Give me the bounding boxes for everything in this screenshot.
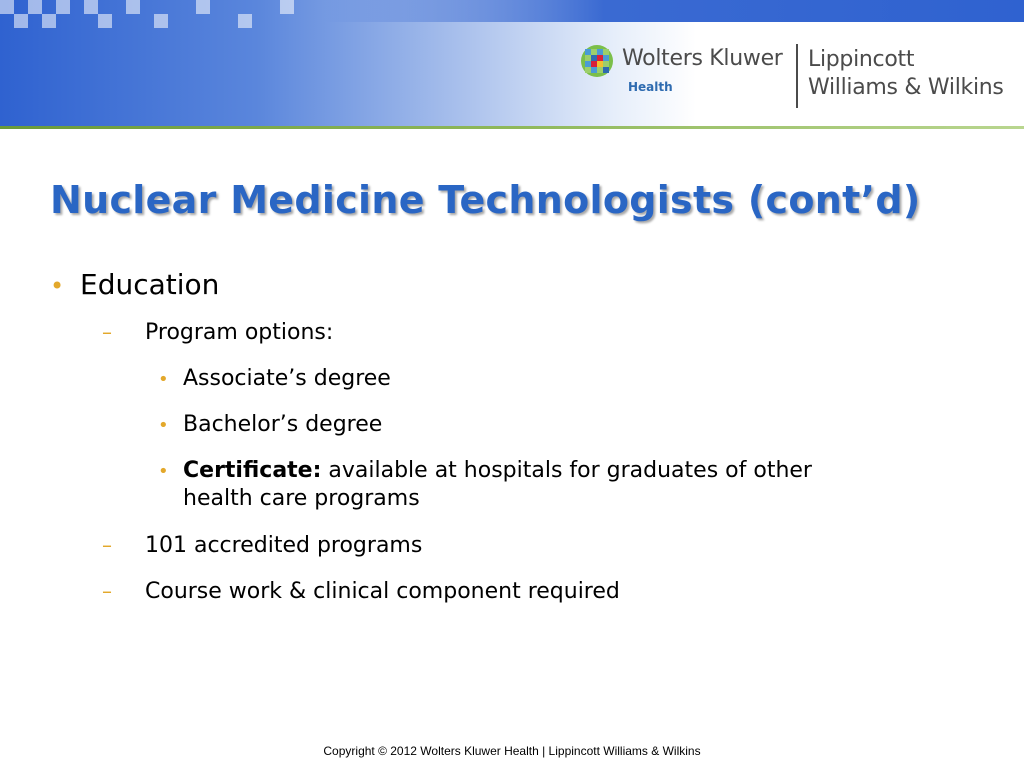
logo-sub-brand: Health (628, 80, 673, 94)
bullet-accredited: 101 accredited programs (145, 533, 423, 558)
dash-marker: – (102, 579, 112, 603)
header-divider-line (0, 126, 1024, 129)
bullet-associates: Associate’s degree (183, 366, 391, 391)
bullet-marker: • (50, 272, 65, 300)
logo-divider (796, 44, 798, 108)
bullet-marker: • (158, 415, 169, 436)
certificate-text-line2: health care programs (183, 486, 420, 511)
header-tile-pattern (0, 0, 1024, 28)
bullet-marker: • (158, 369, 169, 390)
bullet-education: Education (80, 268, 220, 301)
bullet-marker: • (158, 461, 169, 482)
logo-partner-line2: Williams & Wilkins (808, 75, 1004, 100)
slide-header-band (0, 0, 1024, 128)
bullet-certificate (183, 458, 812, 483)
logo-partner-name (808, 46, 1004, 102)
dash-marker: – (102, 320, 112, 344)
slide-title: Nuclear Medicine Technologists (cont’d) (50, 178, 921, 222)
wolters-kluwer-globe-icon (580, 44, 614, 78)
bullet-program-options: Program options: (145, 320, 334, 345)
bullet-bachelors: Bachelor’s degree (183, 412, 383, 437)
certificate-text-line1: available at hospitals for graduates of other (328, 458, 812, 483)
logo-brand-name: Wolters Kluwer (622, 46, 783, 71)
footer-copyright: Copyright © 2012 Wolters Kluwer Health | Lippincott Williams & Wilkins (323, 744, 701, 758)
bullet-coursework: Course work & clinical component required (145, 579, 620, 604)
dash-marker: – (102, 533, 112, 557)
logo-partner-line1: Lippincott (808, 47, 915, 72)
certificate-label: Certificate: (183, 458, 322, 483)
wolters-kluwer-logo (580, 38, 1020, 118)
